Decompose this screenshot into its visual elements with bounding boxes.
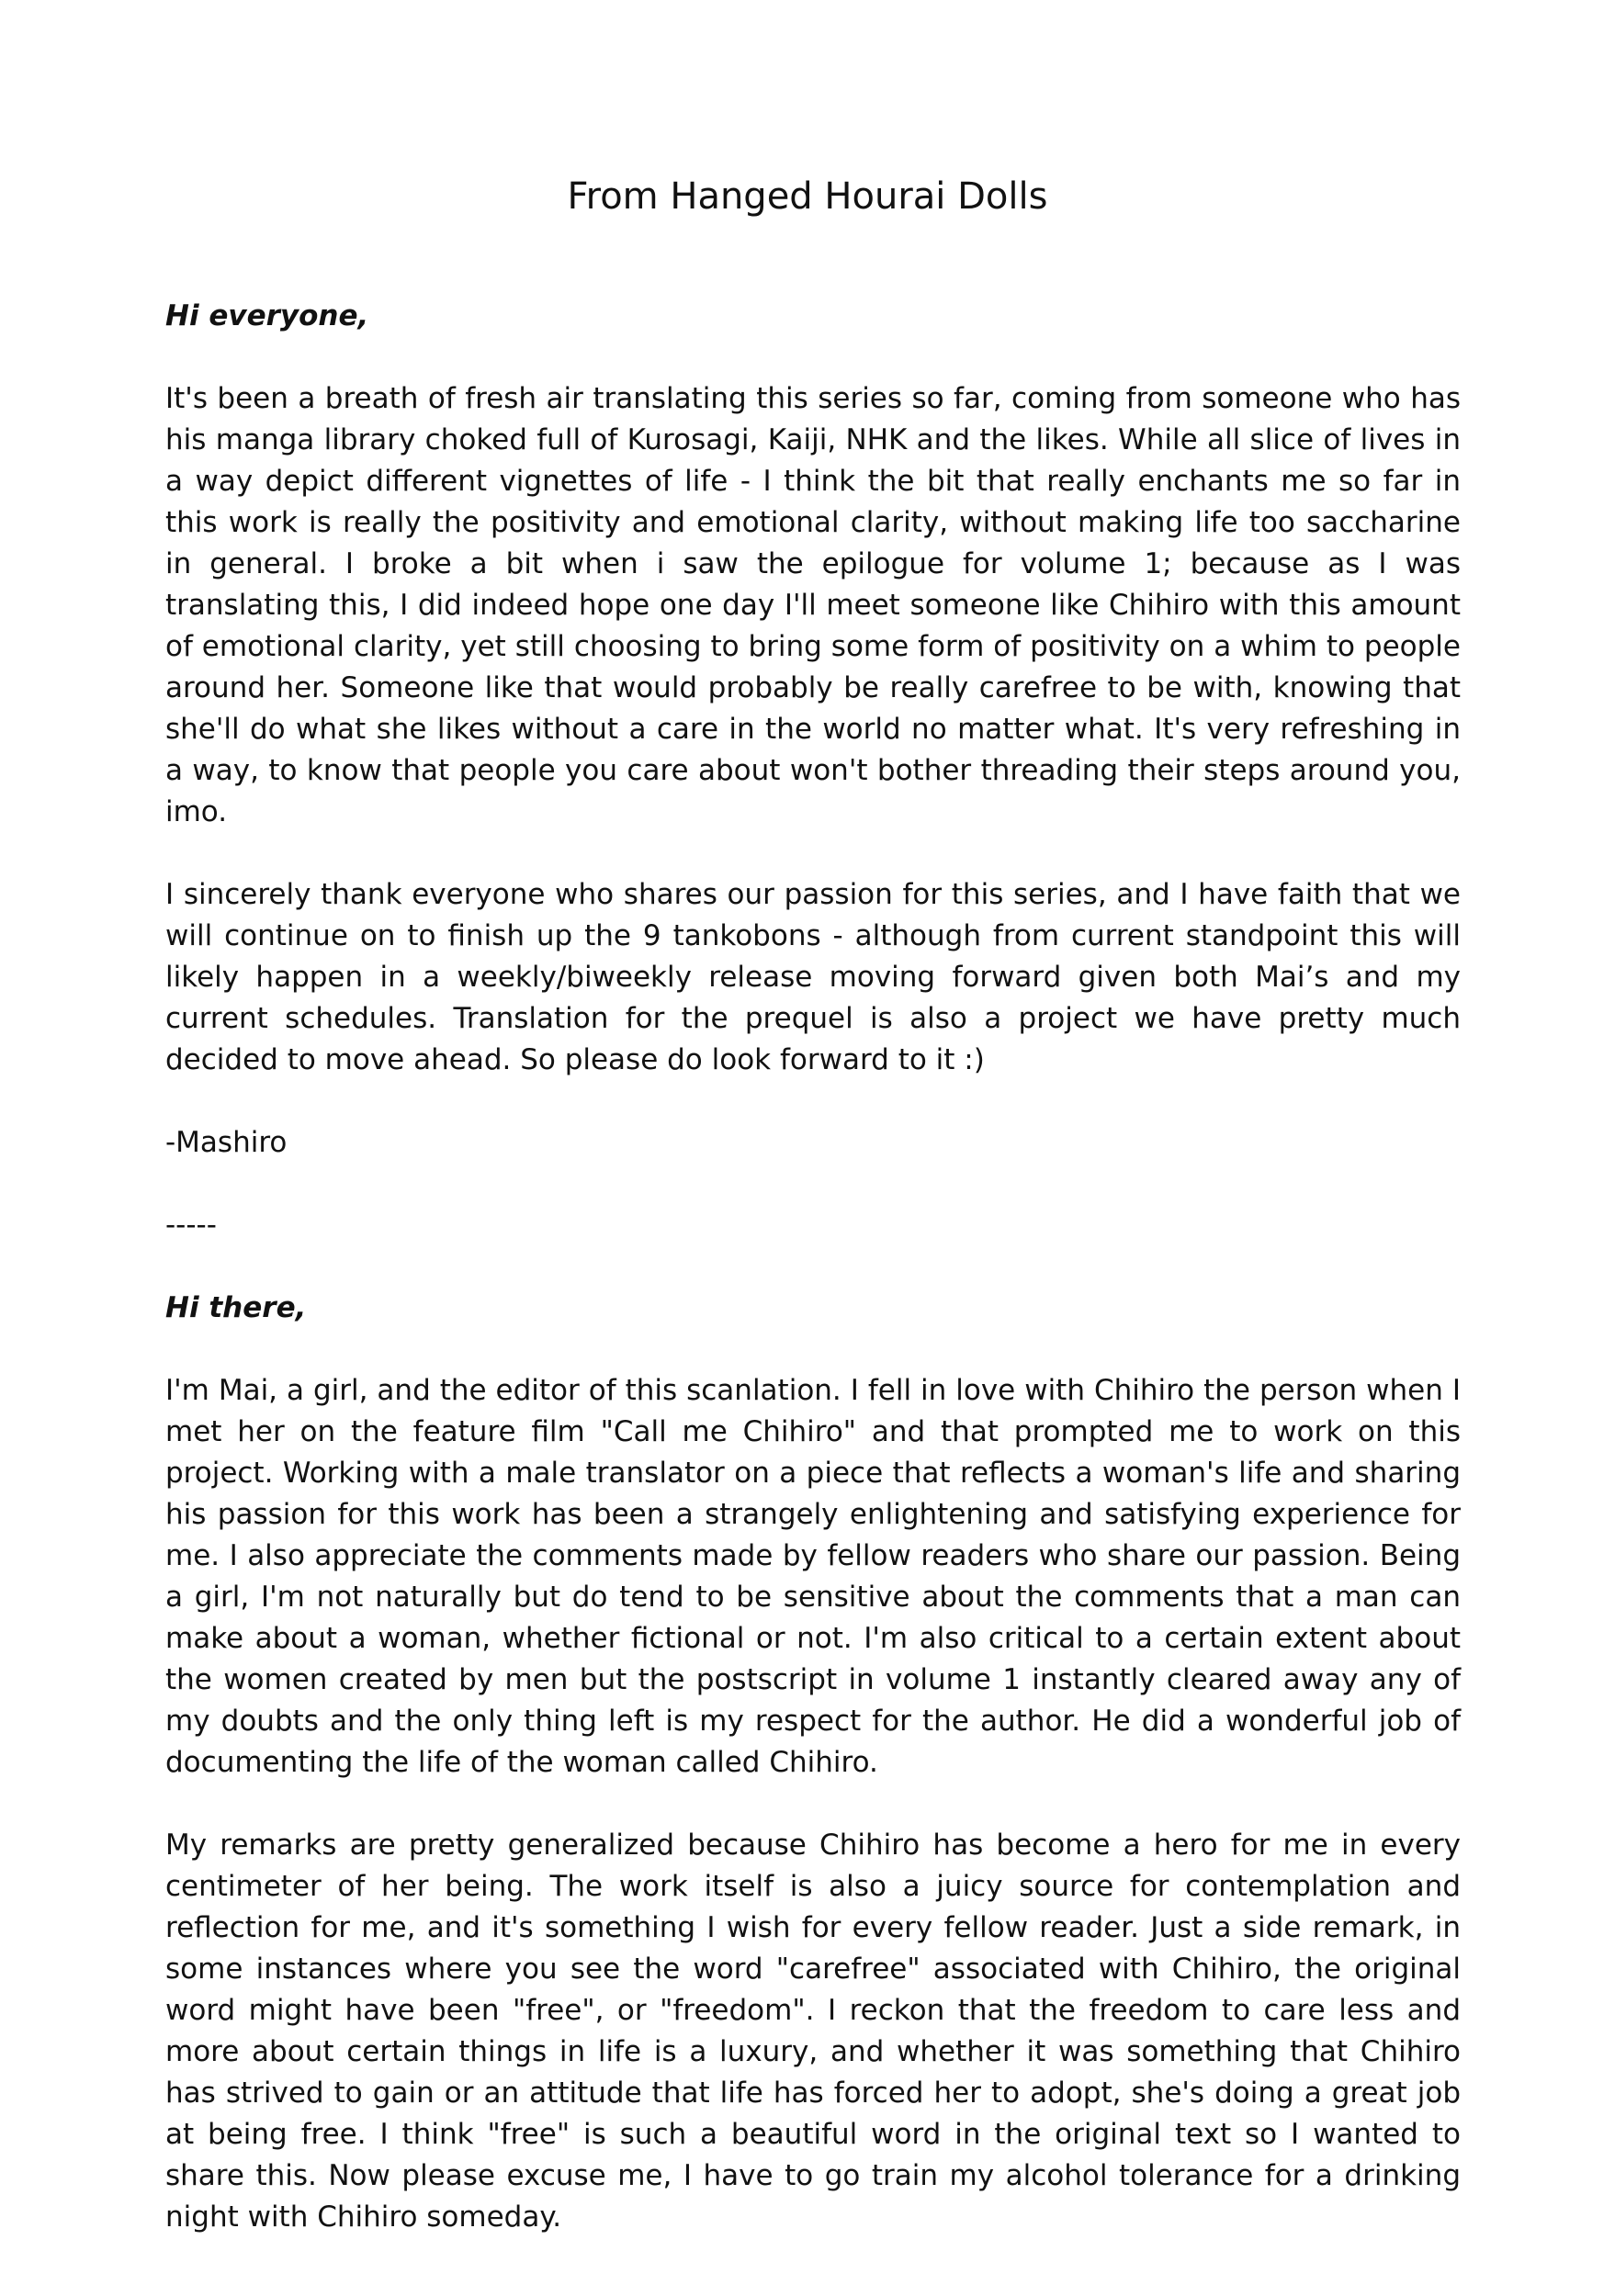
greeting-heading: Hi there,: [165, 1291, 307, 1324]
paragraph: It's been a breath of fresh air translating this series so far, coming from someone who has his manga library choked full of Kurosagi, Kaiji, NHK and the likes. While all slice of lives in a way depict different vignettes of life - I think the bit that really enchants me so far in this work is really the positivity and emotional clarity, without making life too saccharine in general. I broke a bit when i saw the epilogue for volume 1; because as I was translating this, I did indeed hope one day I'll meet someone like Chihiro with this amount of emotional clarity, yet still choosing to bring some form of positivity on a whim to people around her. Someone like that would probably be really carefree to be with, knowing that she'll do what she likes without a care in the world no matter what. It's very refreshing in a way, to know that people you care about won't bother threading their steps around you, imo.: [165, 382, 1461, 828]
greeting-heading: Hi everyone,: [165, 299, 369, 332]
page-title: From Hanged Hourai Dolls: [567, 175, 1048, 218]
signature: -Mashiro: [165, 1126, 288, 1159]
document-body: [165, 296, 1461, 2238]
section-separator: -----: [165, 1209, 217, 1242]
paragraph: I sincerely thank everyone who shares our passion for this series, and I have faith that we will continue on to finish up the 9 tankobons - although from current standpoint this will likely happen in a weekly/biweekly release moving forward given both Mai’s and my current schedules. Translation for the prequel is also a project we have pretty much decided to move ahead. So please do look forward to it :): [165, 878, 1461, 1076]
paragraph: I'm Mai, a girl, and the editor of this scanlation. I fell in love with Chihiro the person when I met her on the feature film "Call me Chihiro" and that prompted me to work on this project. Working with a male translator on a piece that reflects a woman's life and sharing his passion for this work has been a strangely enlightening and satisfying experience for me. I also appreciate the comments made by fellow readers who share our passion. Being a girl, I'm not naturally but do tend to be sensitive about the comments that a man can make about a woman, whether fictional or not. I'm also critical to a certain extent about the women created by men but the postscript in volume 1 instantly cleared away any of my doubts and the only thing left is my respect for the author. He did a wonderful job of documenting the life of the woman called Chihiro.: [165, 1374, 1461, 1779]
paragraph: My remarks are pretty generalized because Chihiro has become a hero for me in every centimeter of her being. The work itself is also a juicy source for contemplation and reflection for me, and it's something I wish for every fellow reader. Just a side remark, in some instances where you see the word "carefree" associated with Chihiro, the original word might have been "free", or "freedom". I reckon that the freedom to care less and more about certain things in life is a luxury, and whether it was something that Chihiro has strived to gain or an attitude that life has forced her to adopt, she's doing a great job at being free. I think "free" is such a beautiful word in the original text so I wanted to share this. Now please excuse me, I have to go train my alcohol tolerance for a drinking night with Chihiro someday.: [165, 1829, 1461, 2234]
